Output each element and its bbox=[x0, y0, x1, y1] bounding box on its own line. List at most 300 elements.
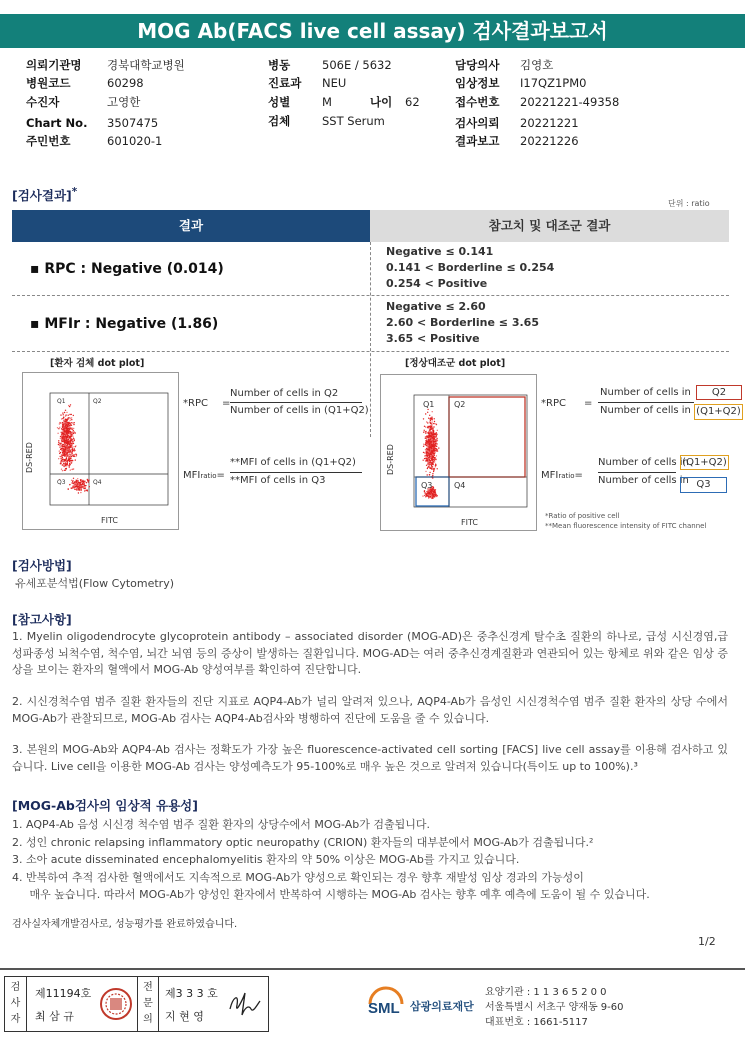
dot bbox=[432, 464, 433, 465]
ctrl-mfi-denominator: Number of cells in bbox=[598, 475, 689, 486]
dot bbox=[63, 420, 64, 421]
dot bbox=[64, 461, 65, 462]
dot bbox=[79, 482, 80, 483]
dot bbox=[431, 463, 432, 464]
dot bbox=[432, 463, 433, 464]
ctrl-rpc-denominator: Number of cells in bbox=[600, 405, 691, 416]
dot bbox=[61, 433, 62, 434]
dot bbox=[431, 421, 432, 422]
reviewer-char: 의 bbox=[143, 1014, 153, 1025]
dot bbox=[58, 428, 59, 429]
q1-label: Q1 bbox=[57, 398, 66, 405]
dot bbox=[433, 452, 434, 453]
dot bbox=[67, 465, 68, 466]
report-title: MOG Ab(FACS live cell assay) 검사결과보고서 bbox=[0, 14, 745, 48]
dot bbox=[59, 427, 60, 428]
dot bbox=[433, 470, 434, 471]
value-age: 62 bbox=[405, 95, 420, 109]
dot bbox=[434, 434, 435, 435]
dot bbox=[432, 430, 433, 431]
dot bbox=[73, 483, 74, 484]
dot bbox=[72, 451, 73, 452]
dot bbox=[64, 465, 65, 466]
dot bbox=[62, 422, 63, 423]
label-requester: 의뢰기관명 bbox=[26, 58, 82, 72]
dot bbox=[58, 440, 59, 441]
dot bbox=[429, 447, 430, 448]
dot bbox=[70, 454, 71, 455]
dot bbox=[59, 443, 60, 444]
dot bbox=[69, 465, 70, 466]
dot bbox=[59, 422, 60, 423]
dot bbox=[424, 430, 425, 431]
dot bbox=[73, 454, 74, 455]
dot bbox=[61, 439, 62, 440]
dot bbox=[69, 440, 70, 441]
dot bbox=[426, 435, 427, 436]
dot bbox=[79, 487, 80, 488]
dot bbox=[435, 439, 436, 440]
dot bbox=[432, 490, 433, 491]
dot bbox=[70, 455, 71, 456]
dot bbox=[432, 447, 433, 448]
dot bbox=[72, 481, 73, 482]
dot bbox=[73, 438, 74, 439]
dot bbox=[72, 423, 73, 424]
dot bbox=[83, 483, 84, 484]
dot bbox=[423, 444, 424, 445]
dot bbox=[60, 414, 61, 415]
label-chart-no: Chart No. bbox=[26, 116, 88, 130]
dot bbox=[62, 464, 63, 465]
dot bbox=[72, 469, 73, 470]
dot bbox=[433, 441, 434, 442]
value-specimen: SST Serum bbox=[322, 114, 385, 128]
dot bbox=[59, 456, 60, 457]
dot bbox=[434, 444, 435, 445]
dot bbox=[431, 423, 432, 424]
dot bbox=[57, 433, 58, 434]
dot bbox=[76, 454, 77, 455]
dot bbox=[426, 452, 427, 453]
patient-dot-plot bbox=[22, 372, 179, 530]
dot bbox=[429, 421, 430, 422]
dot bbox=[71, 482, 72, 483]
dot bbox=[57, 427, 58, 428]
dot bbox=[430, 442, 431, 443]
ctrl-mfi-numerator: Number of cells in bbox=[598, 457, 689, 468]
dot bbox=[432, 452, 433, 453]
reviewer-license: 제3 3 3 호 bbox=[165, 987, 218, 1000]
signature-box bbox=[4, 976, 269, 1032]
rpc-result: ▪ RPC : Negative (0.014) bbox=[30, 261, 224, 277]
dot bbox=[60, 461, 61, 462]
dot bbox=[428, 490, 429, 491]
dot bbox=[423, 418, 424, 419]
dot bbox=[424, 495, 425, 496]
dot bbox=[75, 486, 76, 487]
dot bbox=[426, 448, 427, 449]
result-heading-asterisk: * bbox=[71, 186, 78, 198]
dot bbox=[428, 441, 429, 442]
label-sex: 성별 bbox=[268, 95, 291, 109]
dot bbox=[430, 495, 431, 496]
control-plot-svg bbox=[381, 375, 536, 530]
dot bbox=[75, 456, 76, 457]
dot bbox=[58, 458, 59, 459]
dot bbox=[423, 460, 424, 461]
notes-heading: [참고사항] bbox=[12, 612, 72, 627]
dot bbox=[69, 433, 70, 434]
dot bbox=[82, 481, 83, 482]
dot bbox=[61, 435, 62, 436]
dot bbox=[433, 460, 434, 461]
dot bbox=[63, 453, 64, 454]
dot bbox=[62, 457, 63, 458]
dot bbox=[68, 430, 69, 431]
care-institution-no: 요양기관 : 1 1 3 6 5 2 0 0 bbox=[485, 987, 607, 998]
dot bbox=[437, 430, 438, 431]
dot bbox=[70, 420, 71, 421]
dot bbox=[425, 413, 426, 414]
dot bbox=[62, 418, 63, 419]
q3-box: Q3 bbox=[680, 477, 727, 493]
utility-item: 2. 성인 chronic relapsing inflammatory optic neuropathy (CRION) 환자들의 대부분에서 MOG-Ab가 검출됩니다.² bbox=[12, 835, 594, 849]
dot bbox=[435, 464, 436, 465]
dot bbox=[87, 479, 88, 480]
control-plot-title: [정상대조군 dot plot] bbox=[405, 358, 506, 369]
dot bbox=[60, 438, 61, 439]
dot bbox=[434, 458, 435, 459]
dot bbox=[430, 419, 431, 420]
dot bbox=[433, 457, 434, 458]
dot bbox=[431, 449, 432, 450]
inspector-char: 사 bbox=[10, 998, 21, 1009]
dot bbox=[73, 415, 74, 416]
dot bbox=[68, 447, 69, 448]
dot bbox=[425, 471, 426, 472]
dot bbox=[68, 428, 69, 429]
dot bbox=[423, 446, 424, 447]
dot bbox=[71, 449, 72, 450]
dot bbox=[435, 459, 436, 460]
dot bbox=[59, 447, 60, 448]
rpc-formula-eq: = bbox=[222, 398, 231, 409]
dot bbox=[423, 432, 424, 433]
dot bbox=[436, 436, 437, 437]
utility-item: 매우 높습니다. 따라서 MOG-Ab가 양성인 환자에서 반복하여 시행하는 MOG-Ab 검사는 향후 예후 예측에 도움이 될 수 있습니다. bbox=[12, 888, 650, 901]
note-1: 1. Myelin oligodendrocyte glycoprotein antibody – associated disorder (MOG-AD)은 중추신경계 탈수초 질환의 하나로, 급성 시신경염,급성파종성 뇌척수염, 척수염, 뇌간 뇌염 등의 증상이 발생하는 질환입니다. MOG-AD는 여러 중추신경계질환과 연관되어 있는 항체로 위와 같은 임상 증상을 보이는 환자의 혈액에서 MOG-Ab 양성여부를 확인하여 진단합니다. bbox=[12, 630, 728, 676]
validation-note: 검사실자체개발검사로, 성능평가를 완료하였습니다. bbox=[12, 919, 238, 930]
label-patient: 수진자 bbox=[26, 95, 60, 109]
label-department: 진료과 bbox=[268, 76, 302, 90]
dot bbox=[427, 412, 428, 413]
rpc-formula-denominator: Number of cells in (Q1+Q2) bbox=[230, 405, 369, 416]
dot bbox=[73, 455, 74, 456]
col-result-header: 결과 bbox=[12, 210, 370, 242]
q2-gate bbox=[449, 397, 525, 477]
value-sex: M bbox=[322, 95, 332, 109]
dot bbox=[424, 458, 425, 459]
dot bbox=[73, 433, 74, 434]
dot bbox=[431, 445, 432, 446]
dot bbox=[429, 415, 430, 416]
dot bbox=[72, 443, 73, 444]
mfi-eq: = bbox=[574, 470, 583, 481]
reviewer-char: 문 bbox=[143, 998, 153, 1009]
value-clinical-info: I17QZ1PM0 bbox=[520, 76, 587, 90]
label-doctor: 담당의사 bbox=[455, 58, 500, 72]
value-receipt-no: 20221221-49358 bbox=[520, 95, 620, 109]
mfir-ref-positive: 3.65 < Positive bbox=[386, 332, 480, 345]
ctrl-mfi-label bbox=[541, 470, 583, 481]
rpc-ref-positive: 0.254 < Positive bbox=[386, 277, 488, 290]
dot bbox=[62, 412, 63, 413]
dot bbox=[436, 496, 437, 497]
dot bbox=[63, 466, 64, 467]
dot bbox=[426, 451, 427, 452]
dot bbox=[432, 431, 433, 432]
q3-label: Q3 bbox=[57, 479, 66, 486]
dot bbox=[69, 451, 70, 452]
dot bbox=[426, 493, 427, 494]
page-number: 1/2 bbox=[698, 935, 716, 948]
utility-list bbox=[12, 816, 732, 904]
dot bbox=[62, 424, 63, 425]
value-patient: 고영한 bbox=[107, 95, 141, 109]
fraction-bar bbox=[230, 472, 362, 473]
mfir-result: ▪ MFIr : Negative (1.86) bbox=[30, 316, 219, 332]
dot bbox=[430, 429, 431, 430]
dot bbox=[432, 443, 433, 444]
inspector-char: 자 bbox=[10, 1014, 21, 1025]
dot bbox=[427, 437, 428, 438]
dot bbox=[62, 452, 63, 453]
rpc-ref-borderline: 0.141 < Borderline ≤ 0.254 bbox=[386, 261, 555, 274]
dot bbox=[432, 493, 433, 494]
label-report-date: 결과보고 bbox=[455, 134, 500, 148]
dot bbox=[65, 419, 66, 420]
dot bbox=[430, 439, 431, 440]
dot bbox=[64, 440, 65, 441]
dot bbox=[64, 412, 65, 413]
dot bbox=[86, 482, 87, 483]
dot bbox=[64, 443, 65, 444]
dot bbox=[429, 472, 430, 473]
dot bbox=[435, 466, 436, 467]
dot bbox=[65, 462, 66, 463]
dot bbox=[428, 492, 429, 493]
dot bbox=[69, 414, 70, 415]
dot bbox=[433, 449, 434, 450]
dot bbox=[432, 411, 433, 412]
dot bbox=[74, 422, 75, 423]
dot bbox=[438, 447, 439, 448]
dot bbox=[436, 455, 437, 456]
mfi-formula-numerator: **MFI of cells in (Q1+Q2) bbox=[230, 457, 356, 468]
y-axis-label: DS-RED bbox=[25, 442, 34, 473]
dot bbox=[429, 463, 430, 464]
dot bbox=[60, 463, 61, 464]
rpc-ref-negative: Negative ≤ 0.141 bbox=[386, 245, 494, 258]
dot bbox=[426, 495, 427, 496]
dot bbox=[423, 452, 424, 453]
dot bbox=[61, 450, 62, 451]
dot bbox=[435, 423, 436, 424]
dot bbox=[81, 486, 82, 487]
q1-label: Q1 bbox=[423, 400, 435, 409]
dot bbox=[426, 439, 427, 440]
mfi-label: MFI bbox=[183, 470, 201, 481]
rpc-formula-label: *RPC bbox=[183, 398, 208, 409]
dot bbox=[429, 434, 430, 435]
dot bbox=[74, 450, 75, 451]
dot bbox=[74, 440, 75, 441]
dot bbox=[62, 441, 63, 442]
dot bbox=[425, 436, 426, 437]
result-heading bbox=[12, 186, 77, 204]
dot bbox=[431, 418, 432, 419]
dot bbox=[429, 432, 430, 433]
dot bbox=[428, 452, 429, 453]
dot bbox=[70, 404, 71, 405]
dot bbox=[427, 447, 428, 448]
dot bbox=[66, 419, 67, 420]
dot bbox=[425, 432, 426, 433]
dot bbox=[431, 468, 432, 469]
dot bbox=[434, 450, 435, 451]
result-table-header bbox=[12, 210, 729, 242]
dot bbox=[434, 418, 435, 419]
dot bbox=[61, 448, 62, 449]
dot bbox=[68, 457, 69, 458]
mfi-formula-label bbox=[183, 470, 225, 481]
dot bbox=[64, 470, 65, 471]
dot bbox=[435, 448, 436, 449]
dot bbox=[431, 454, 432, 455]
dot bbox=[427, 474, 428, 475]
value-report-date: 20221226 bbox=[520, 134, 579, 148]
method-text: 유세포분석법(Flow Cytometry) bbox=[15, 577, 175, 590]
dot bbox=[73, 485, 74, 486]
dot bbox=[75, 459, 76, 460]
q3-label: Q3 bbox=[421, 481, 433, 490]
patient-plot-svg bbox=[23, 373, 178, 529]
dot bbox=[422, 495, 423, 496]
dot bbox=[69, 484, 70, 485]
dot bbox=[437, 468, 438, 469]
dot bbox=[80, 492, 81, 493]
dot bbox=[429, 431, 430, 432]
dot bbox=[65, 442, 66, 443]
dot bbox=[68, 415, 69, 416]
dot bbox=[77, 478, 78, 479]
reviewer-name: 지 현 영 bbox=[165, 1010, 204, 1023]
dot bbox=[71, 480, 72, 481]
dot bbox=[62, 425, 63, 426]
dot bbox=[67, 420, 68, 421]
footnote-mfi: **Mean fluorescence intensity of FITC channel bbox=[545, 522, 707, 530]
control-dot-plot bbox=[380, 374, 537, 531]
label-request-date: 검사의뢰 bbox=[455, 116, 500, 130]
dot bbox=[70, 460, 71, 461]
dot bbox=[72, 460, 73, 461]
note-3: 3. 본원의 MOG-Ab와 AQP4-Ab 검사는 정확도가 가장 높은 fluorescence-activated cell sorting [FACS] live cell assay를 이용해 검사하고 있습니다. Live cell을 이용한 MOG-Ab 검사는 양성예측도가 95-100%로 매우 높은 것으로 알려져 있습니다(특이도 up to 100%).³ bbox=[12, 743, 728, 773]
col-ref-header: 참고치 및 대조군 결과 bbox=[370, 210, 729, 242]
dot bbox=[63, 463, 64, 464]
dot bbox=[71, 443, 72, 444]
dot bbox=[72, 432, 73, 433]
dot bbox=[69, 406, 70, 407]
dot bbox=[71, 414, 72, 415]
note-2: 2. 시신경척수염 범주 질환 환자들의 진단 지표로 AQP4-Ab가 널리 알려져 있으나, AQP4-Ab가 음성인 시신경척수염 범주 질환 환자의 상당 수에서 MOG-Ab가 관찰되므로, MOG-Ab 검사는 AQP4-Ab검사와 병행하여 진단에 도움을 줄 수 있습니다. bbox=[12, 695, 728, 725]
dot bbox=[65, 437, 66, 438]
dot bbox=[60, 449, 61, 450]
x-axis-label: FITC bbox=[461, 518, 478, 527]
dot bbox=[436, 435, 437, 436]
dot bbox=[427, 446, 428, 447]
dot bbox=[427, 467, 428, 468]
value-requester: 경북대학교병원 bbox=[107, 58, 185, 72]
value-resident-no: 601020-1 bbox=[107, 134, 163, 148]
mfir-ref-negative: Negative ≤ 2.60 bbox=[386, 300, 486, 313]
dot bbox=[431, 459, 432, 460]
dot bbox=[424, 452, 425, 453]
dot bbox=[61, 437, 62, 438]
dot bbox=[72, 434, 73, 435]
dot bbox=[63, 421, 64, 422]
dot bbox=[428, 465, 429, 466]
dot bbox=[432, 439, 433, 440]
dot bbox=[67, 455, 68, 456]
dot bbox=[72, 446, 73, 447]
dot bbox=[70, 457, 71, 458]
dot bbox=[426, 460, 427, 461]
dot bbox=[65, 469, 66, 470]
dot bbox=[433, 436, 434, 437]
dot bbox=[427, 449, 428, 450]
label-age: 나이 bbox=[370, 95, 393, 109]
dot bbox=[63, 417, 64, 418]
dot bbox=[428, 451, 429, 452]
dot bbox=[429, 474, 430, 475]
utility-item: 4. 반복하여 추적 검사한 혈액에서도 지속적으로 MOG-Ab가 양성으로 확인되는 경우 향후 재발성 임상 경과의 가능성이 bbox=[12, 870, 584, 884]
dot bbox=[89, 486, 90, 487]
dot bbox=[69, 454, 70, 455]
dot bbox=[74, 485, 75, 486]
dot bbox=[70, 462, 71, 463]
company-address: 서울특별시 서초구 양재동 9-60 bbox=[485, 1002, 624, 1013]
dot bbox=[65, 433, 66, 434]
dot bbox=[64, 434, 65, 435]
dot bbox=[429, 460, 430, 461]
dot bbox=[83, 488, 84, 489]
dot bbox=[63, 429, 64, 430]
dot bbox=[58, 444, 59, 445]
mfir-reference bbox=[386, 299, 539, 347]
dot bbox=[71, 419, 72, 420]
x-axis-label: FITC bbox=[101, 516, 118, 525]
dot bbox=[431, 441, 432, 442]
result-heading-text: [검사결과] bbox=[12, 188, 72, 204]
dot bbox=[78, 489, 79, 490]
company-name: 삼광의료재단 bbox=[410, 1000, 474, 1013]
dot bbox=[71, 428, 72, 429]
dot bbox=[436, 438, 437, 439]
dot bbox=[61, 460, 62, 461]
q4-label: Q4 bbox=[93, 479, 102, 486]
dot bbox=[433, 426, 434, 427]
